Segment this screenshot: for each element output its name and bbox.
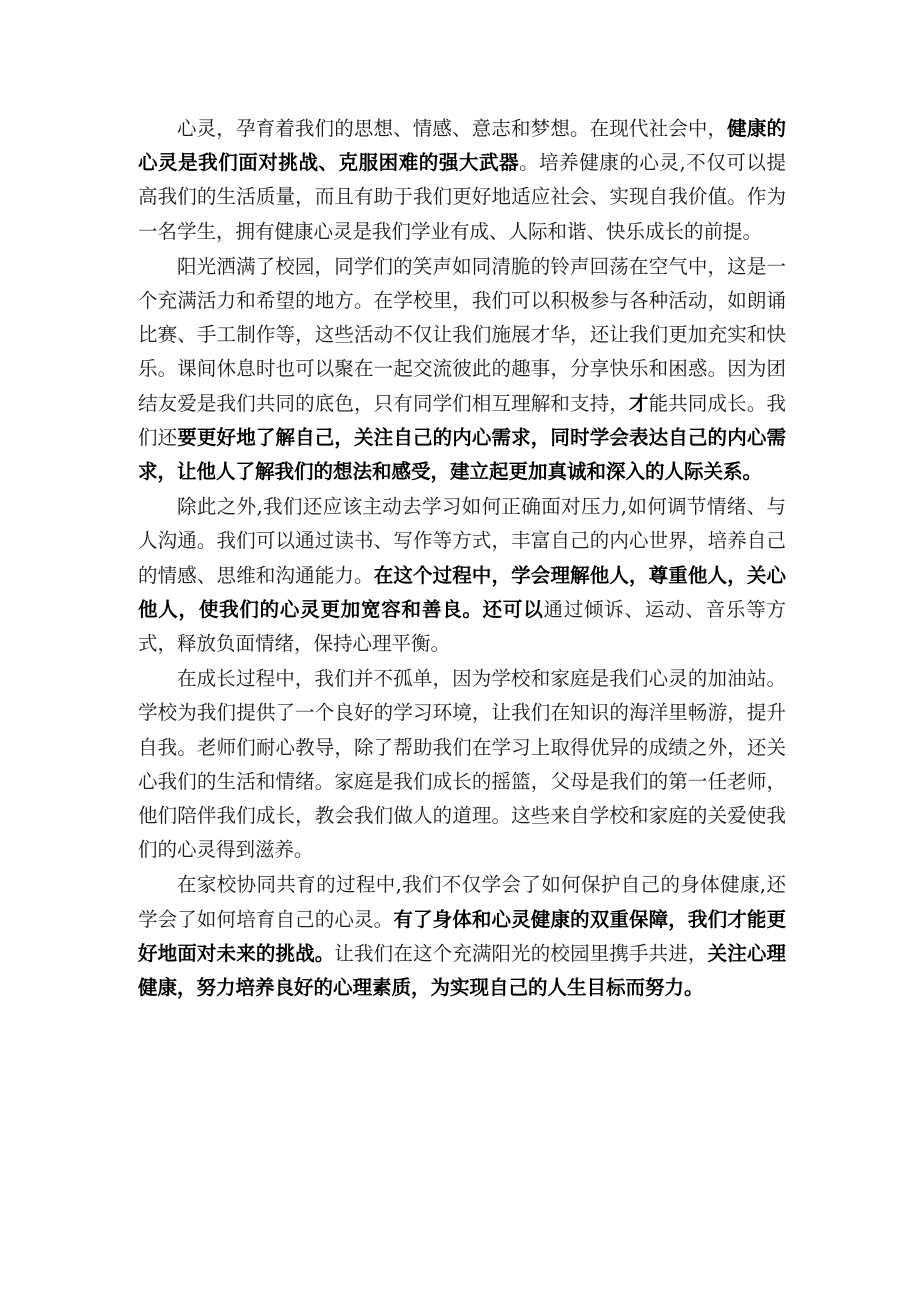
text-run: 让我们在这个充满阳光的校园里携手共进， xyxy=(334,941,708,965)
text-run: 。培养健康的心灵,不仅可以提高我们的生活质量，而且有助于我们更好地适应社会、实现自我价值。作为一名学生，拥有健康心灵是我们学业有成、人际和谐、快乐成长的前提。 xyxy=(138,151,786,243)
document-page xyxy=(138,112,786,1005)
text-run: 除此之外,我们还应该主动去学习如何正确面对压力,如何调节情绪、与人沟通。我们可以通过读书、写作等方式，丰富自己的内心世界，培养自己的情感、思维和沟通能力。 xyxy=(138,495,786,587)
text-run: 在成长过程中，我们并不孤单，因为学校和家庭是我们心灵的加油站。学校为我们提供了一个良好的学习环境，让我们在知识的海洋里畅游，提升自我。老师们耐心教导，除了帮助我们在学习上取得优异的成绩之外，还关心我们的生活和情绪。家庭是我们成长的摇篮，父母是我们的第一任老师，他们陪伴我们成长，教会我们做人的道理。这些来自学校和家庭的关爱使我们的心灵得到滋养。 xyxy=(138,667,786,862)
paragraph-3 xyxy=(138,490,786,661)
paragraph-4 xyxy=(138,662,786,867)
text-run: 通过倾诉、运动、音乐等方式，释放负面情绪，保持心理平衡。 xyxy=(138,597,786,656)
paragraph-1 xyxy=(138,112,786,249)
paragraph-2 xyxy=(138,250,786,489)
bold-text-run: 才 xyxy=(628,391,649,415)
bold-text-run: 在这个过程中，学会理解他人，尊重他人，关心他人，使我们的心灵更加宽容和善良。还可以 xyxy=(138,563,786,621)
bold-text-run: 关注心理健康，努力培养良好的心理素质，为实现自己的人生目标而努力。 xyxy=(138,941,786,1000)
text-run: 阳光洒满了校园，同学们的笑声如同清脆的铃声回荡在空气中，这是一个充满活力和希望的地方。在学校里，我们可以积极参与各种活动，如朗诵比赛、手工制作等，这些活动不仅让我们施展才华，还让我们更加充实和快乐。课间休息时也可以聚在一起交流彼此的趣事，分享快乐和困惑。因为团结友爱是我们共同的底色，只有同学们相互理解和支持， xyxy=(138,254,786,415)
text-run: 能共同成长。我们还 xyxy=(138,391,786,449)
text-run: 心灵，孕育着我们的思想、情感、意志和梦想。在现代社会中， xyxy=(177,117,728,140)
text-run: 在家校协同共育的过程中,我们不仅学会了如何保护自己的身体健康,还学会了如何培育自己的心灵。 xyxy=(138,873,786,931)
paragraph-5 xyxy=(138,868,786,1005)
bold-text-run: 健康的心灵是我们面对挑战、克服困难的强大武器 xyxy=(138,117,786,175)
bold-text-run: 有了身体和心灵健康的双重保障，我们才能更好地面对未来的挑战。 xyxy=(138,907,786,965)
bold-text-run: 要更好地了解自己，关注自己的内心需求，同时学会表达自己的内心需求，让他人了解我们的想法和感受，建立起更加真诚和深入的人际关系。 xyxy=(138,425,786,484)
